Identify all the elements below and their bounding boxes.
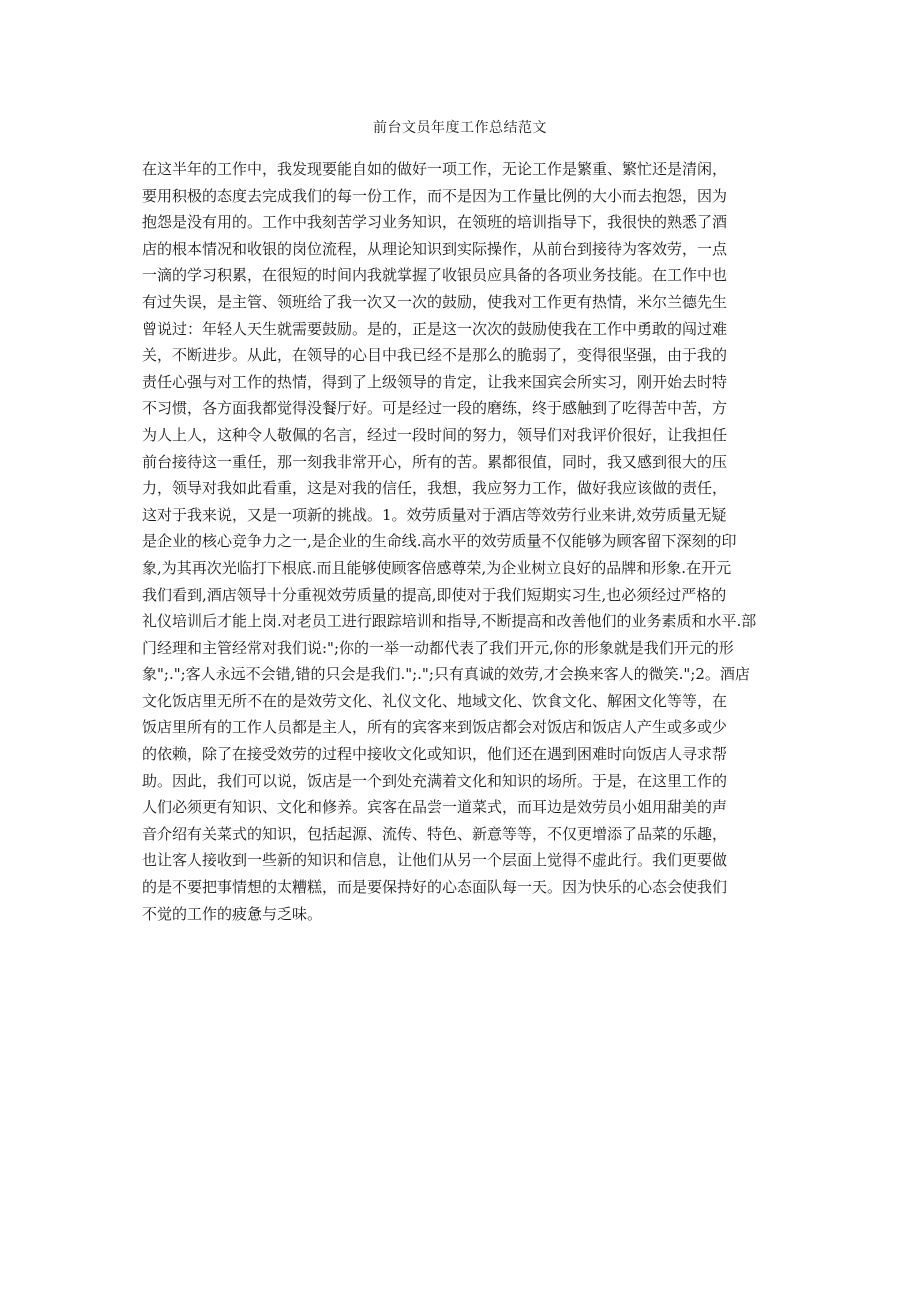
body-text-line: 曾说过：年轻人天生就需要鼓励。是的，正是这一次次的鼓励使我在工作中勇敢的闯过难 bbox=[142, 319, 728, 338]
body-text-line: 门经理和主管经常对我们说:";你的一举一动都代表了我们开元,你的形象就是我们开元的形 bbox=[142, 638, 734, 657]
body-text-line: 礼仪培训后才能上岗.对老员工进行跟踪培训和指导,不断提高和改善他们的业务素质和水平.部 bbox=[142, 612, 757, 631]
body-text-line: 责任心强与对工作的热情，得到了上级领导的肯定，让我来国宾会所实习，刚开始去时特 bbox=[142, 372, 728, 391]
body-text-line: 在这半年的工作中，我发现要能自如的做好一项工作，无论工作是繁重、繁忙还是清闲， bbox=[142, 160, 728, 178]
body-text-line: 关，不断进步。从此，在领导的心目中我已经不是那么的脆弱了，变得很坚强，由于我的 bbox=[142, 346, 728, 365]
body-text-line: 有过失误，是主管、领班给了我一次又一次的鼓励，使我对工作更有热情，米尔兰德先生 bbox=[142, 292, 728, 311]
body-text-line: 饭店里所有的工作人员都是主人，所有的宾客来到饭店都会对饭店和饭店人产生或多或少 bbox=[142, 718, 728, 737]
body-text-line: 前台接待这一重任，那一刻我非常开心，所有的苦。累都很值，同时，我又感到很大的压 bbox=[142, 452, 728, 471]
body-text-line: 的是不要把事情想的太糟糕，而是要保持好的心态面队每一天。因为快乐的心态会使我们 bbox=[142, 878, 728, 897]
body-text-line: 的依赖，除了在接受效劳的过程中接收文化或知识，他们还在遇到困难时向饭店人寻求帮 bbox=[142, 745, 728, 764]
body-text-line: 也让客人接收到一些新的知识和信息，让他们从另一个层面上觉得不虚此行。我们更要做 bbox=[142, 851, 728, 870]
document-body bbox=[142, 156, 802, 927]
body-text-line: 是企业的核心竞争力之一,是企业的生命线.高水平的效劳质量不仅能够为顾客留下深刻的印 bbox=[142, 532, 737, 551]
body-text-line: 音介绍有关菜式的知识，包括起源、流传、特色、新意等等，不仅更增添了品菜的乐趣， bbox=[142, 824, 728, 843]
body-text-line: 这对于我来说，又是一项新的挑战。1。效劳质量对于酒店等效劳行业来讲,效劳质量无疑 bbox=[142, 505, 727, 524]
body-text-line: 不觉的工作的疲惫与乏味。 bbox=[142, 904, 323, 923]
body-text-line: 不习惯，各方面我都觉得没餐厅好。可是经过一段的磨练，终于感触到了吃得苦中苦，方 bbox=[142, 399, 728, 418]
body-text-line: 为人上人，这种令人敬佩的名言，经过一段时间的努力，领导们对我评价很好，让我担任 bbox=[142, 425, 728, 444]
body-text-line: 一滴的学习积累，在很短的时间内我就掌握了收银员应具备的各项业务技能。在工作中也 bbox=[142, 266, 728, 285]
body-text-line: 助。因此，我们可以说，饭店是一个到处充满着文化和知识的场所。于是，在这里工作的 bbox=[142, 771, 728, 790]
body-text-line: 象";.";客人永远不会错,错的只会是我们.";.";只有真诚的效劳,才会换来客人的微笑.";2。酒店 bbox=[142, 665, 750, 684]
document-title: 前台文员年度工作总结范文 bbox=[373, 120, 547, 136]
body-text-line: 店的根本情况和收银的岗位流程，从理论知识到实际操作，从前台到接待为客效劳，一点 bbox=[142, 239, 728, 258]
body-text-line: 我们看到,酒店领导十分重视效劳质量的提高,即使对于我们短期实习生,也必须经过严格的 bbox=[142, 585, 727, 604]
body-text-line: 要用积极的态度去完成我们的每一份工作，而不是因为工作量比例的大小而去抱怨，因为 bbox=[142, 186, 728, 205]
body-text-line: 抱怨是没有用的。工作中我刻苦学习业务知识，在领班的培训指导下，我很快的熟悉了酒 bbox=[142, 213, 728, 232]
body-text-line: 象,为其再次光临打下根底.而且能够使顾客倍感尊荣,为企业树立良好的品牌和形象.在开元 bbox=[142, 558, 732, 577]
body-text-line: 文化饭店里无所不在的是效劳文化、礼仪文化、地域文化、饮食文化、解困文化等等，在 bbox=[142, 691, 728, 710]
body-text-line: 人们必须更有知识、文化和修养。宾客在品尝一道菜式，而耳边是效劳员小姐用甜美的声 bbox=[142, 798, 728, 817]
body-text-line: 力，领导对我如此看重，这是对我的信任，我想，我应努力工作，做好我应该做的责任， bbox=[142, 479, 728, 498]
